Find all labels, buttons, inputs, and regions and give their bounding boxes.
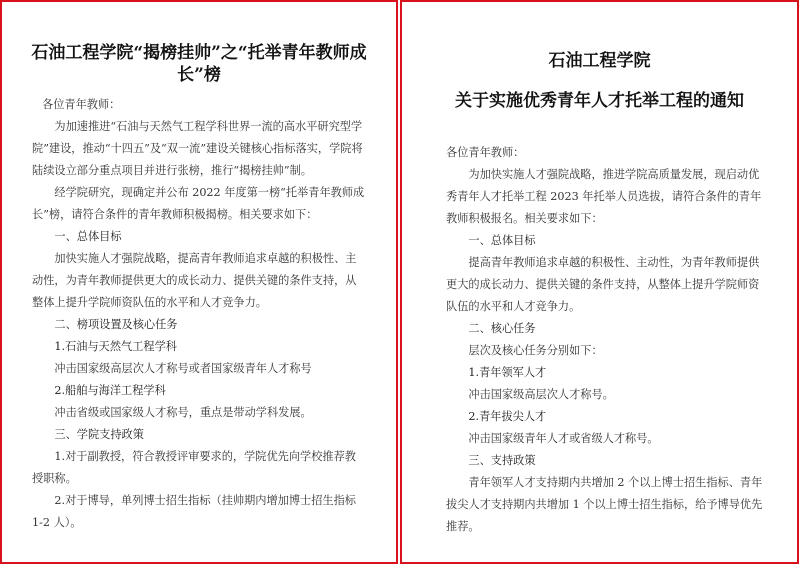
right-document-body [446,142,765,538]
right-item-2-heading: 2.青年拔尖人才 [468,410,547,423]
left-intro-paragraph-2: 经学院研究，现确定并公布 2022 年度第一榜“托举青年教师成长”榜，请符合条件的青年教师积极揭榜。相关要求如下： [32,186,365,221]
right-document-page [400,0,799,564]
right-section-2-heading: 二、核心任务 [468,322,536,335]
right-section-1-heading: 一、总体目标 [468,234,536,247]
left-item-2-text: 冲击省级或国家级人才称号，重点是带动学科发展。 [54,406,312,419]
right-section-3-heading: 三、支持政策 [468,454,536,467]
left-document-page [0,0,398,564]
left-greeting: 各位青年教师： [42,98,121,111]
left-section-1-heading: 一、总体目标 [54,230,122,243]
left-item-1-heading: 1.石油与天然气工程学科 [54,340,177,353]
left-policy-2: 2.对于博导，单列博士招生指标（挂帅期内增加博士招生指标 1-2 人）。 [32,494,356,529]
right-document-title-line-1: 石油工程学院 [548,51,651,71]
right-section-2-intro: 层次及核心任务分别如下： [468,344,603,357]
left-intro-paragraph-1: 为加速推进“石油与天然气工程学科世界一流的高水平研究型学院”建设，推动“十四五”及“双一流”建设关键核心指标落实，学院将陆续设立部分重点项目并进行张榜，推行“揭榜挂帅”制。 [32,120,363,177]
right-section-1-text: 提高青年教师追求卓越的积极性、主动性，为青年教师提供更大的成长动力、提供关键的条件支持，从整体上提升学院师资队伍的水平和人才竞争力。 [446,256,760,313]
right-intro-paragraph: 为加快实施人才强院战略，推进学院高质量发展，现启动优秀青年人才托举工程 2023 年托举人员选拔，请符合条件的青年教师积极报名。相关要求如下： [446,168,762,225]
left-section-3-heading: 三、学院支持政策 [54,428,144,441]
right-item-1-text: 冲击国家级高层次人才称号。 [468,388,614,401]
left-section-1-text: 加快实施人才强院战略，提高青年教师追求卓越的积极性、主动性，为青年教师提供更大的成长动力、提供关键的条件支持，从整体上提升学院师资队伍的水平和人才竞争力。 [32,252,357,309]
left-document-body [32,94,366,534]
right-section-3-text: 青年领军人才支持期内共增加 2 个以上博士招生指标、青年拔尖人才支持期内共增加 1 个以上博士招生指标，给予博导优先推荐。 [446,476,763,533]
left-policy-1: 1.对于副教授，符合教授评审要求的，学院优先向学校推荐教授职称。 [32,450,356,485]
right-document-title-line-2: 关于实施优秀青年人才托举工程的通知 [455,91,744,111]
right-item-2-text: 冲击国家级青年人才或省级人才称号。 [468,432,659,445]
right-greeting: 各位青年教师： [446,146,525,159]
left-item-1-text: 冲击国家级高层次人才称号或者国家级青年人才称号 [54,362,312,375]
left-section-2-heading: 二、榜项设置及核心任务 [54,318,178,331]
left-document-title: 石油工程学院“揭榜挂帅”之“托举青年教师成长”榜 [31,43,367,85]
left-item-2-heading: 2.船舶与海洋工程学科 [54,384,166,397]
right-item-1-heading: 1.青年领军人才 [468,366,547,379]
